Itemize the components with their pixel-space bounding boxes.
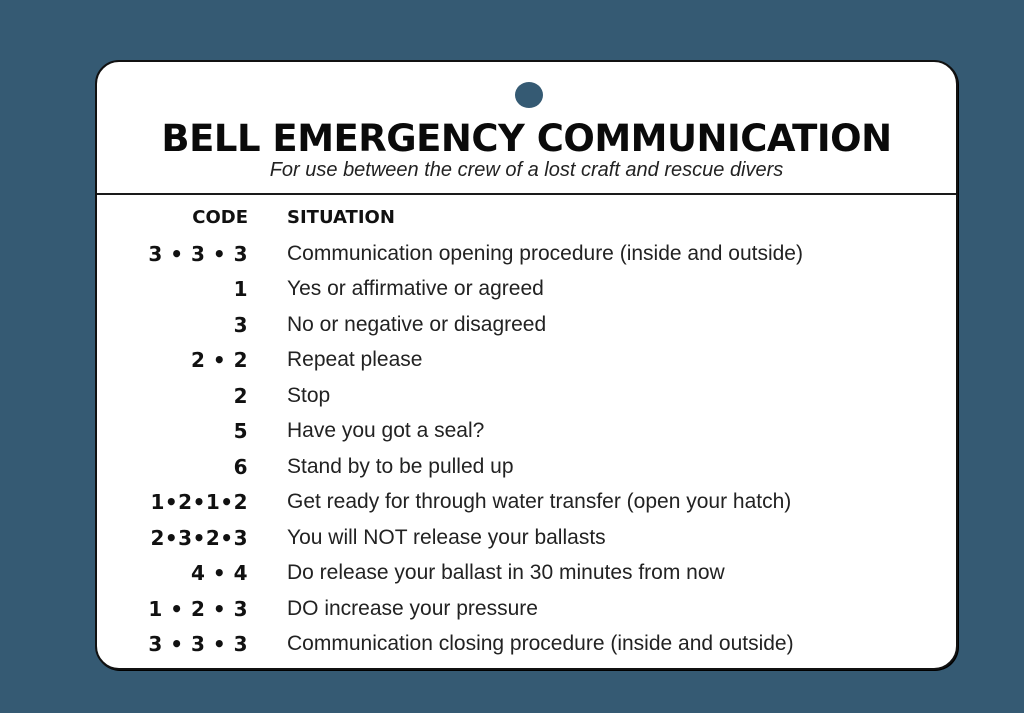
card-subtitle: For use between the crew of a lost craft and rescue divers (269, 159, 784, 181)
code-cell: 4 • 4 (190, 561, 248, 586)
code-cell: 1 (233, 277, 248, 302)
code-cell: 1•2•1•2 (150, 490, 248, 515)
situation-cell: Repeat please (287, 348, 423, 372)
situation-cell: DO increase your pressure (287, 596, 538, 620)
table-row (97, 307, 956, 343)
table-row (97, 627, 956, 663)
situation-cell: Communication opening procedure (inside and outside) (287, 241, 803, 265)
table-header (97, 202, 956, 232)
table-row (97, 591, 956, 627)
table-row (97, 343, 956, 379)
table-row (97, 485, 956, 521)
table-row (97, 236, 956, 272)
situation-cell: Communication closing procedure (inside and outside) (287, 632, 794, 656)
table-row (97, 520, 956, 556)
card-hole (515, 82, 543, 108)
situation-cell: Do release your ballast in 30 minutes from now (287, 561, 725, 585)
table-row (97, 378, 956, 414)
column-header-situation: SITUATION (287, 206, 395, 228)
situation-cell: Get ready for through water transfer (open your hatch) (287, 490, 792, 514)
table-row (97, 272, 956, 308)
situation-cell: Stand by to be pulled up (287, 454, 514, 478)
code-table (97, 202, 956, 662)
table-row (97, 449, 956, 485)
code-cell: 2•3•2•3 (150, 525, 248, 550)
code-cell: 2 (233, 383, 248, 408)
situation-cell: Yes or affirmative or agreed (287, 277, 544, 301)
code-cell: 3 (233, 312, 248, 337)
code-cell: 6 (233, 454, 248, 479)
emergency-card (95, 60, 958, 670)
situation-cell: Stop (287, 383, 331, 407)
situation-cell: No or negative or disagreed (287, 312, 547, 336)
code-cell: 1 • 2 • 3 (148, 596, 248, 621)
code-cell: 3 • 3 • 3 (148, 241, 248, 266)
card-title: BELL EMERGENCY COMMUNICATION (161, 117, 892, 160)
code-cell: 5 (233, 419, 248, 444)
situation-cell: You will NOT release your ballasts (287, 525, 606, 549)
code-cell: 2 • 2 (190, 348, 248, 373)
header-divider (97, 193, 956, 195)
code-cell: 3 • 3 • 3 (148, 632, 248, 657)
situation-cell: Have you got a seal? (287, 419, 485, 443)
table-row (97, 556, 956, 592)
table-row (97, 414, 956, 450)
column-header-code: CODE (192, 206, 248, 228)
